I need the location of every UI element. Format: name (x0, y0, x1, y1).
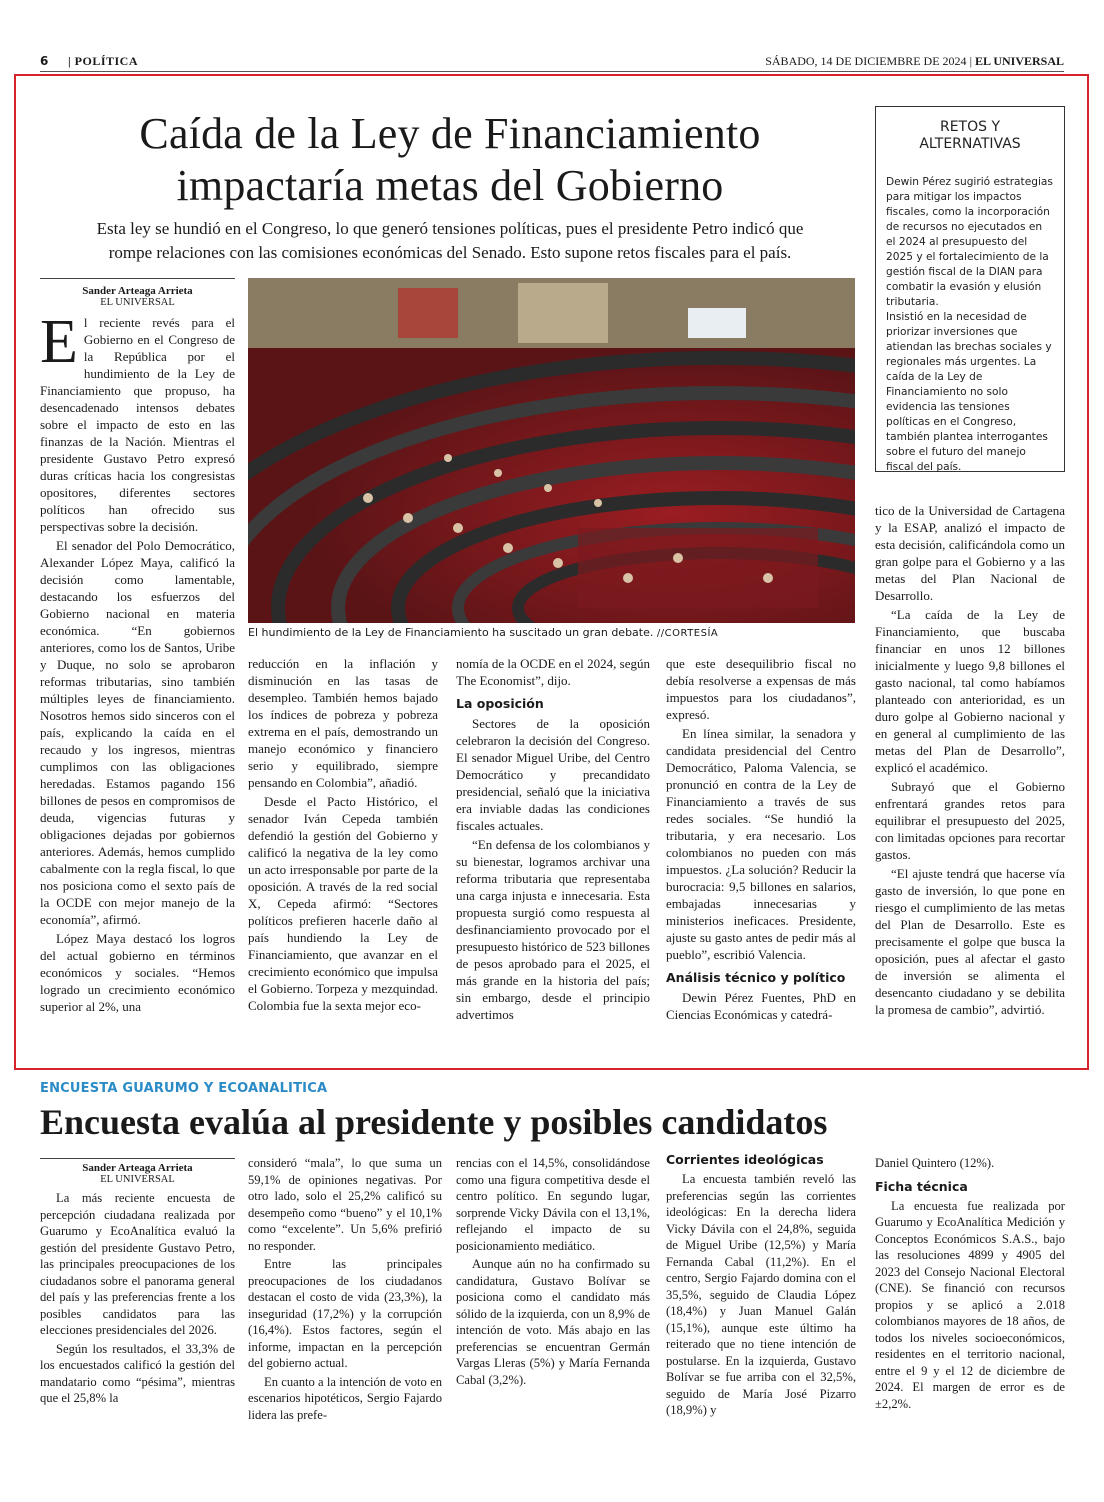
subhead-oposicion: La oposición (456, 696, 544, 711)
sidebar-paragraph: Dewin Pérez sugirió estrategias para mitigar los impactos fiscales, como la incorporación de recursos no ejecutados en el 2024 al presupuesto del 2025 y el fortalecimiento de la gestión fiscal de la DIAN para combatir la evasión y elusión tributaria. (886, 176, 1053, 308)
newspaper-name: EL UNIVERSAL (974, 54, 1064, 68)
photo-caption: El hundimiento de la Ley de Financiamiento ha suscitado un gran debate. //CORTESÍA (248, 626, 719, 639)
author-name: Sander Arteaga Arrieta (82, 285, 193, 297)
sidebar-box (875, 106, 1065, 472)
author-outlet-2: EL UNIVERSAL (100, 1174, 175, 1185)
byline-2 (40, 1162, 235, 1186)
sidebar-title: RETOS Y ALTERNATIVAS (919, 119, 1021, 152)
congress-photo (248, 278, 855, 623)
byline-rule (40, 278, 235, 279)
article-headline: Caída de la Ley de Financiamiento impactaría metas del Gobierno (139, 109, 761, 210)
article-column-3: nomía de la OCDE en el 2024, según The Economist”, dijo. La oposición Sectores de la oposición celebraron la decisión del Congreso. El senador Miguel Uribe, del Centro Democrático y precandidato presidencial, señaló que la iniciativa era inviable dadas las condiciones fiscales actuales. “En defensa de los colombianos y su bienestar, logramos archivar una reforma tributaria que representaba una carga injusta e innecesaria. Esta propuesta surgió como respuesta al desfinanciamiento provocado por el presupuesto histórico de 523 billones de pesos aprobado para el 2025, el más grande en la historia del país; sin embargo, desde el principio advertimos (456, 656, 650, 1022)
article-column-1: El reciente revés para el Gobierno en el Congreso de la República por el hundimiento de la Ley de Financiamiento que propuso, ha desencadenado intensos debates sobre el impacto de esto en las finanzas de la Nación. Mientras el presidente Gustavo Petro expresó duras críticas hacia los congresistas opositores, diferentes sectores políticos han ofrecido sus perspectivas sobre la decisión. El senador del Polo Democrático, Alexander López Maya, calificó la decisión como lamentable, destacando los esfuerzos del Gobierno nacional en materia económica. “En gobiernos anteriores, como los de Santos, Uribe y Duque, no solo se aprobaron reformas tributarias, sino también múltiples leyes de financiamiento. Nosotros hemos sido sinceros con el país, explicando la caída en el recaudo y los ingresos, mientras cumplimos con las obligaciones heredadas. Estamos pagando 156 billones de pesos en compromisos de deuda, vigencias futuras y obligaciones dejadas por gobiernos anteriores. Además, hemos cumplido cabalmente con la regla fiscal, lo que nos posiciona como el sexto país de la OCDE con mejor manejo de la economía”, afirmó. López Maya destacó los logros del actual gobierno en términos económicos y sociales. “Hemos logrado un crecimiento económico superior al 2%, una (40, 308, 235, 1014)
subhead-corrientes: Corrientes ideológicas (666, 1152, 824, 1167)
article2-column-1: La más reciente encuesta de percepción ciudadana realizada por Guarumo y EcoAnalítica evaluó la gestión del presidente Gustavo Petro, las principales preocupaciones de los ciudadanos sobre el panorama general del país y las preferencias frente a los posibles candidatos para las elecciones presidenciales del 2026. Según los resultados, el 33,3% de los encuestados calificó la gestión del mandatario como “pésima”, mientras que el 25,8% la (40, 1191, 235, 1405)
sidebar-paragraph: Insistió en la necesidad de priorizar inversiones que atiendan las brechas sociales y regionales más urgentes. La caída de la Ley de Financiamiento no solo evidencia las tensiones políticas en el Congreso, también plantea interrogantes sobre el futuro del manejo fiscal del país. (886, 311, 1052, 473)
article-column-4: que este desequilibrio fiscal no debía resolverse a expensas de más impuestos para los ciudadanos”, expresó. En línea similar, la senadora y candidata presidencial del Centro Democrático, Paloma Valencia, se pronunció en contra de la Ley de Financiamiento a través de sus redes sociales. “Se hundió la tributaria, y era necesario. Los colombianos no pueden con más impuestos. ¿La solución? Reducir la burocracia: 9,5 billones en salarios, embajadas innecesarias y ministerios ineficaces. Presidente, ajuste su gasto antes de pedir más al pueblo”, escribió Valencia. Análisis técnico y político Dewin Pérez Fuentes, PhD en Ciencias Económicas y catedrá- (666, 656, 856, 1022)
article-deck: Esta ley se hundió en el Congreso, lo que generó tensiones políticas, pues el presidente Petro indicó que rompe relaciones con las comisiones económicas del Senado. Esto supone retos fiscales para el país. (96, 219, 804, 262)
congress-photo-image (248, 278, 855, 623)
article2-headline: Encuesta evalúa al presidente y posibles candidatos (40, 1102, 828, 1142)
subhead-analisis: Análisis técnico y político (666, 970, 846, 985)
article2-column-3: rencias con el 14,5%, consolidándose como una figura competitiva desde el centro político. En segundo lugar, sorprende Vicky Dávila con el 13,1%, reflejando el impacto de su posicionamiento mediático. Aunque aún no ha confirmado su candidatura, Gustavo Bolívar se posiciona como el candidato más sólido de la izquierda, con un 8,9% de intención de voto. Más abajo en las preferencias se encuentran Germán Vargas Lleras (5%) y María Fernanda Cabal (3,2%). (456, 1156, 650, 1387)
article2-kicker: ENCUESTA GUARUMO Y ECOANALITICA (40, 1081, 328, 1096)
article-column-5: tico de la Universidad de Cartagena y la ESAP, analizó el impacto de esta decisión, calificándola como un gran golpe para el Gobierno y a las metas del Plan Nacional de Desarrollo. “La caída de la Ley de Financiamiento, que buscaba financiar en unos 12 billones inicialmente y luego 9,8 billones el gasto nacional, tal como habíamos planteado con anterioridad, es un duro golpe al Gobierno nacional y en general al cumplimiento de las metas del Plan de Desarrollo”, explicó el académico. Subrayó que el Gobierno enfrentará grandes retos para equilibrar el presupuesto del 2025, con limitadas opciones para recortar gastos. “El ajuste tendrá que hacerse vía gasto de inversión, lo que pone en riesgo el cumplimiento de las metas del Plan de Desarrollo. Este es precisamente el golpe que busca la oposición, pues al afectar el gasto de inversión se alimenta el desencanto ciudadano y se debilita la promesa de cambio”, advirtió. (875, 503, 1065, 1017)
article2-column-4: Corrientes ideológicas La encuesta también reveló las preferencias según las corrientes ideológicas: En la derecha lidera Vicky Dávila con el 24,8%, seguida de Miguel Uribe (12,5%) y María Fernanda Cabal (11,2%). En el centro, Sergio Fajardo domina con el 35,5%, seguido de Claudia López (18,4%) y Juan Manuel Galán (15,1%), aunque este último ha reiterado que no tiene intención de postularse. En la izquierda, Gustavo Bolívar se fue arriba con el 32,5%, seguido de María José Pizarro (18,9%) y (666, 1152, 856, 1417)
byline (40, 285, 235, 309)
article2-column-2: consideró “mala”, lo que suma un 59,1% de opiniones negativas. Por otro lado, solo el 25,2% calificó su desempeño como “bueno” y el 10,1% como “excelente”. Un 5,6% prefirió no responder. Entre las principales preocupaciones de los ciudadanos destacan el costo de vida (23,3%), la inseguridad (17,2%) y la corrupción (16,4%). Estos factores, según el informe, impactan en la percepción del gobierno actual. En cuanto a la intención de voto en escenarios hipotéticos, Sergio Fajardo lidera las prefe- (248, 1156, 442, 1422)
page-date: SÁBADO, 14 DE DICIEMBRE DE 2024 | EL UNIVERSAL (765, 54, 1064, 68)
byline-rule-2 (40, 1158, 235, 1159)
page-header (40, 52, 1064, 72)
article-column-2: reducción en la inflación y disminución en las tasas de desempleo. También hemos bajado los índices de pobreza y pobreza extrema en el país, demostrando un manejo económico y financiero serio y equilibrado, siempre pensando en Colombia”, añadió. Desde el Pacto Histórico, el senador Iván Cepeda también defendió la gestión del Gobierno y calificó la negativa de la ley como un acto irresponsable por parte de la oposición. A través de la red social X, Cepeda afirmó: “Sectores políticos prefieren hacerle daño al país hundiendo la Ley de Financiamiento, que avanzar en el crecimiento económico que impulsa el Gobierno. Torpeza y mezquindad. Colombia fue la sexta mejor eco- (248, 656, 438, 1013)
author-outlet: EL UNIVERSAL (100, 297, 175, 308)
author-name-2: Sander Arteaga Arrieta (82, 1162, 193, 1174)
subhead-ficha: Ficha técnica (875, 1178, 968, 1194)
section-name: | POLÍTICA (68, 54, 138, 68)
photo-credit: //CORTESÍA (656, 628, 719, 639)
article2-column-5: Daniel Quintero (12%). Ficha técnica La encuesta fue realizada por Guarumo y EcoAnalítica Medición y Conceptos Económicos S.A.S., bajo las resoluciones 4899 y 4905 del 2023 del Consejo Nacional Electoral (CNE). Se financió con recursos propios y se aplicó a 2.018 colombianos mayores de 18 años, de todos los niveles socioeconómicos, residentes en el territorio nacional, entre el 9 y el 12 de diciembre de 2024. El margen de error es de ±2,2%. (875, 1156, 1065, 1411)
page-number: 6 (40, 54, 49, 68)
dropcap: E (40, 308, 78, 376)
